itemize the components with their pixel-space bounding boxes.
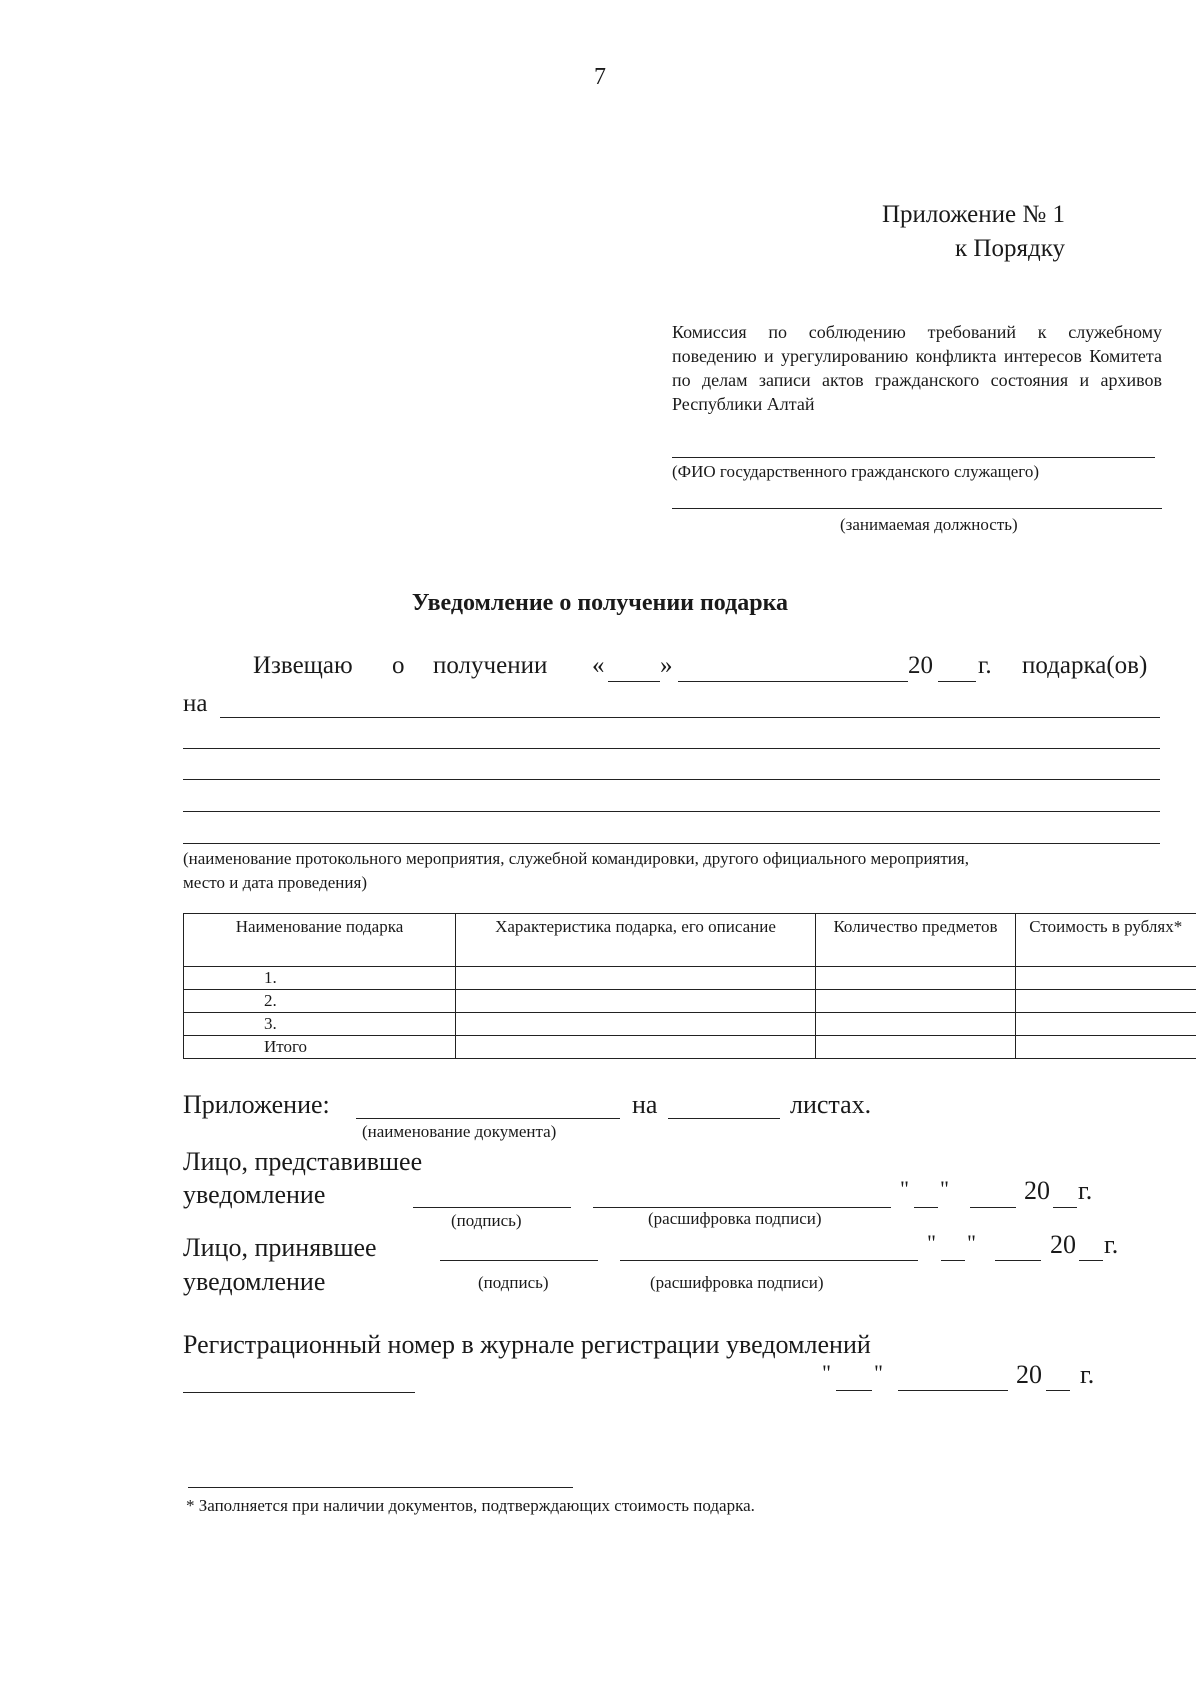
receiver-day-field[interactable] [941,1260,965,1261]
registration-month-field[interactable] [898,1390,1008,1391]
registration-year-prefix: 20 [1016,1360,1042,1389]
na-word: на [183,690,208,717]
attachment-sheets: листах. [790,1090,872,1119]
row-label: 3. [184,1013,456,1036]
registration-quote-open: " [822,1360,831,1385]
gifts-word: подарка(ов) [1022,652,1148,679]
receiver-sign-caption: (подпись) [478,1273,549,1292]
receiver-signature-field[interactable] [440,1260,598,1261]
attachment-document-field[interactable] [356,1118,620,1119]
table-row [184,967,1196,990]
event-caption-line1: (наименование протокольного мероприятия, служебной командировки, другого официального мероприятия, [183,849,969,868]
year-field[interactable] [938,681,976,682]
registration-number-field[interactable] [183,1392,415,1393]
day-field[interactable] [608,681,660,682]
position-caption: (занимаемая должность) [840,515,1018,534]
receiver-decode-caption: (расшифровка подписи) [650,1273,824,1292]
notify-word-2: о [392,652,405,679]
submitter-label-line1: Лицо, представившее [183,1147,423,1176]
submitter-month-field[interactable] [970,1207,1016,1208]
gifts-table [183,913,1196,1059]
document-title: Уведомление о получении подарка [411,590,789,616]
registration-year-suffix: г. [1080,1360,1095,1389]
year-prefix: 20 [908,652,933,679]
table-cell[interactable] [1016,990,1196,1013]
table-cell[interactable] [816,967,1016,990]
receiver-year-field[interactable] [1079,1260,1103,1261]
submitter-decode-field[interactable] [593,1207,891,1208]
submitter-quote-open: " [900,1176,909,1201]
submitter-year-prefix: 20 [1024,1176,1050,1205]
submitter-quote-close: " [940,1176,949,1201]
receiver-quote-open: " [927,1230,936,1255]
submitter-label-line2: уведомление [183,1180,326,1209]
attachment-caption: (наименование документа) [362,1122,557,1141]
notify-word-1: Извещаю [253,652,353,679]
receiver-label-line1: Лицо, принявшее [183,1233,377,1262]
table-cell[interactable] [456,990,816,1013]
month-field[interactable] [678,681,908,682]
attachment-sheets-field[interactable] [668,1118,780,1119]
event-field-2[interactable] [183,748,1160,749]
footnote-text: * Заполняется при наличии документов, подтверждающих стоимость подарка. [186,1496,755,1515]
table-row [184,1013,1196,1036]
table-cell[interactable] [1016,1013,1196,1036]
page-number: 7 [594,64,606,90]
table-cell[interactable] [1016,1036,1196,1059]
table-cell[interactable] [456,1013,816,1036]
submitter-year-field[interactable] [1053,1207,1077,1208]
registration-label: Регистрационный номер в журнале регистрации уведомлений [183,1330,871,1359]
receiver-quote-close: " [967,1230,976,1255]
event-field-1[interactable] [220,717,1160,718]
registration-quote-close: " [874,1360,883,1385]
event-field-3[interactable] [183,779,1160,780]
fio-caption: (ФИО государственного гражданского служащего) [672,462,1039,481]
submitter-day-field[interactable] [914,1207,938,1208]
submitter-year-suffix: г. [1078,1176,1093,1205]
submitter-decode-caption: (расшифровка подписи) [648,1209,822,1228]
row-label: 2. [184,990,456,1013]
attachment-na: на [632,1090,658,1119]
notify-word-3: получении [433,652,548,679]
table-cell[interactable] [456,967,816,990]
table-header-row [184,914,1196,967]
registration-year-field[interactable] [1046,1390,1070,1391]
table-cell[interactable] [816,1036,1016,1059]
registration-day-field[interactable] [836,1390,872,1391]
receiver-year-prefix: 20 [1050,1230,1076,1259]
submitter-sign-caption: (подпись) [451,1211,522,1230]
col-header-cost: Стоимость в рублях* [1016,914,1196,967]
quote-open: « [592,652,605,679]
position-field[interactable] [672,508,1162,509]
footnote-separator [188,1487,573,1488]
attachment-label: Приложение: [183,1090,330,1119]
table-row-total [184,1036,1196,1059]
quote-close: » [660,652,673,679]
table-row [184,990,1196,1013]
receiver-label-line2: уведомление [183,1267,326,1296]
appendix-reference: к Порядку [955,235,1065,262]
table-cell[interactable] [816,1013,1016,1036]
row-label-total: Итого [184,1036,456,1059]
table-cell[interactable] [1016,967,1196,990]
col-header-description: Характеристика подарка, его описание [456,914,816,967]
col-header-name: Наименование подарка [184,914,456,967]
receiver-year-suffix: г. [1104,1230,1119,1259]
row-label: 1. [184,967,456,990]
col-header-quantity: Количество предметов [816,914,1016,967]
receiver-decode-field[interactable] [620,1260,918,1261]
event-field-4[interactable] [183,811,1160,812]
commission-addressee: Комиссия по соблюдению требований к служебному поведению и урегулированию конфликта интересов Комитета по делам записи актов гражданского состояния и архивов Республики Алтай [672,322,1162,414]
table-cell[interactable] [456,1036,816,1059]
table-cell[interactable] [816,990,1016,1013]
event-caption-line2: место и дата проведения) [183,873,367,892]
appendix-number: Приложение № 1 [881,201,1065,228]
event-field-5[interactable] [183,843,1160,844]
receiver-month-field[interactable] [995,1260,1041,1261]
year-suffix: г. [978,652,992,679]
submitter-signature-field[interactable] [413,1207,571,1208]
fio-field[interactable] [672,457,1155,458]
